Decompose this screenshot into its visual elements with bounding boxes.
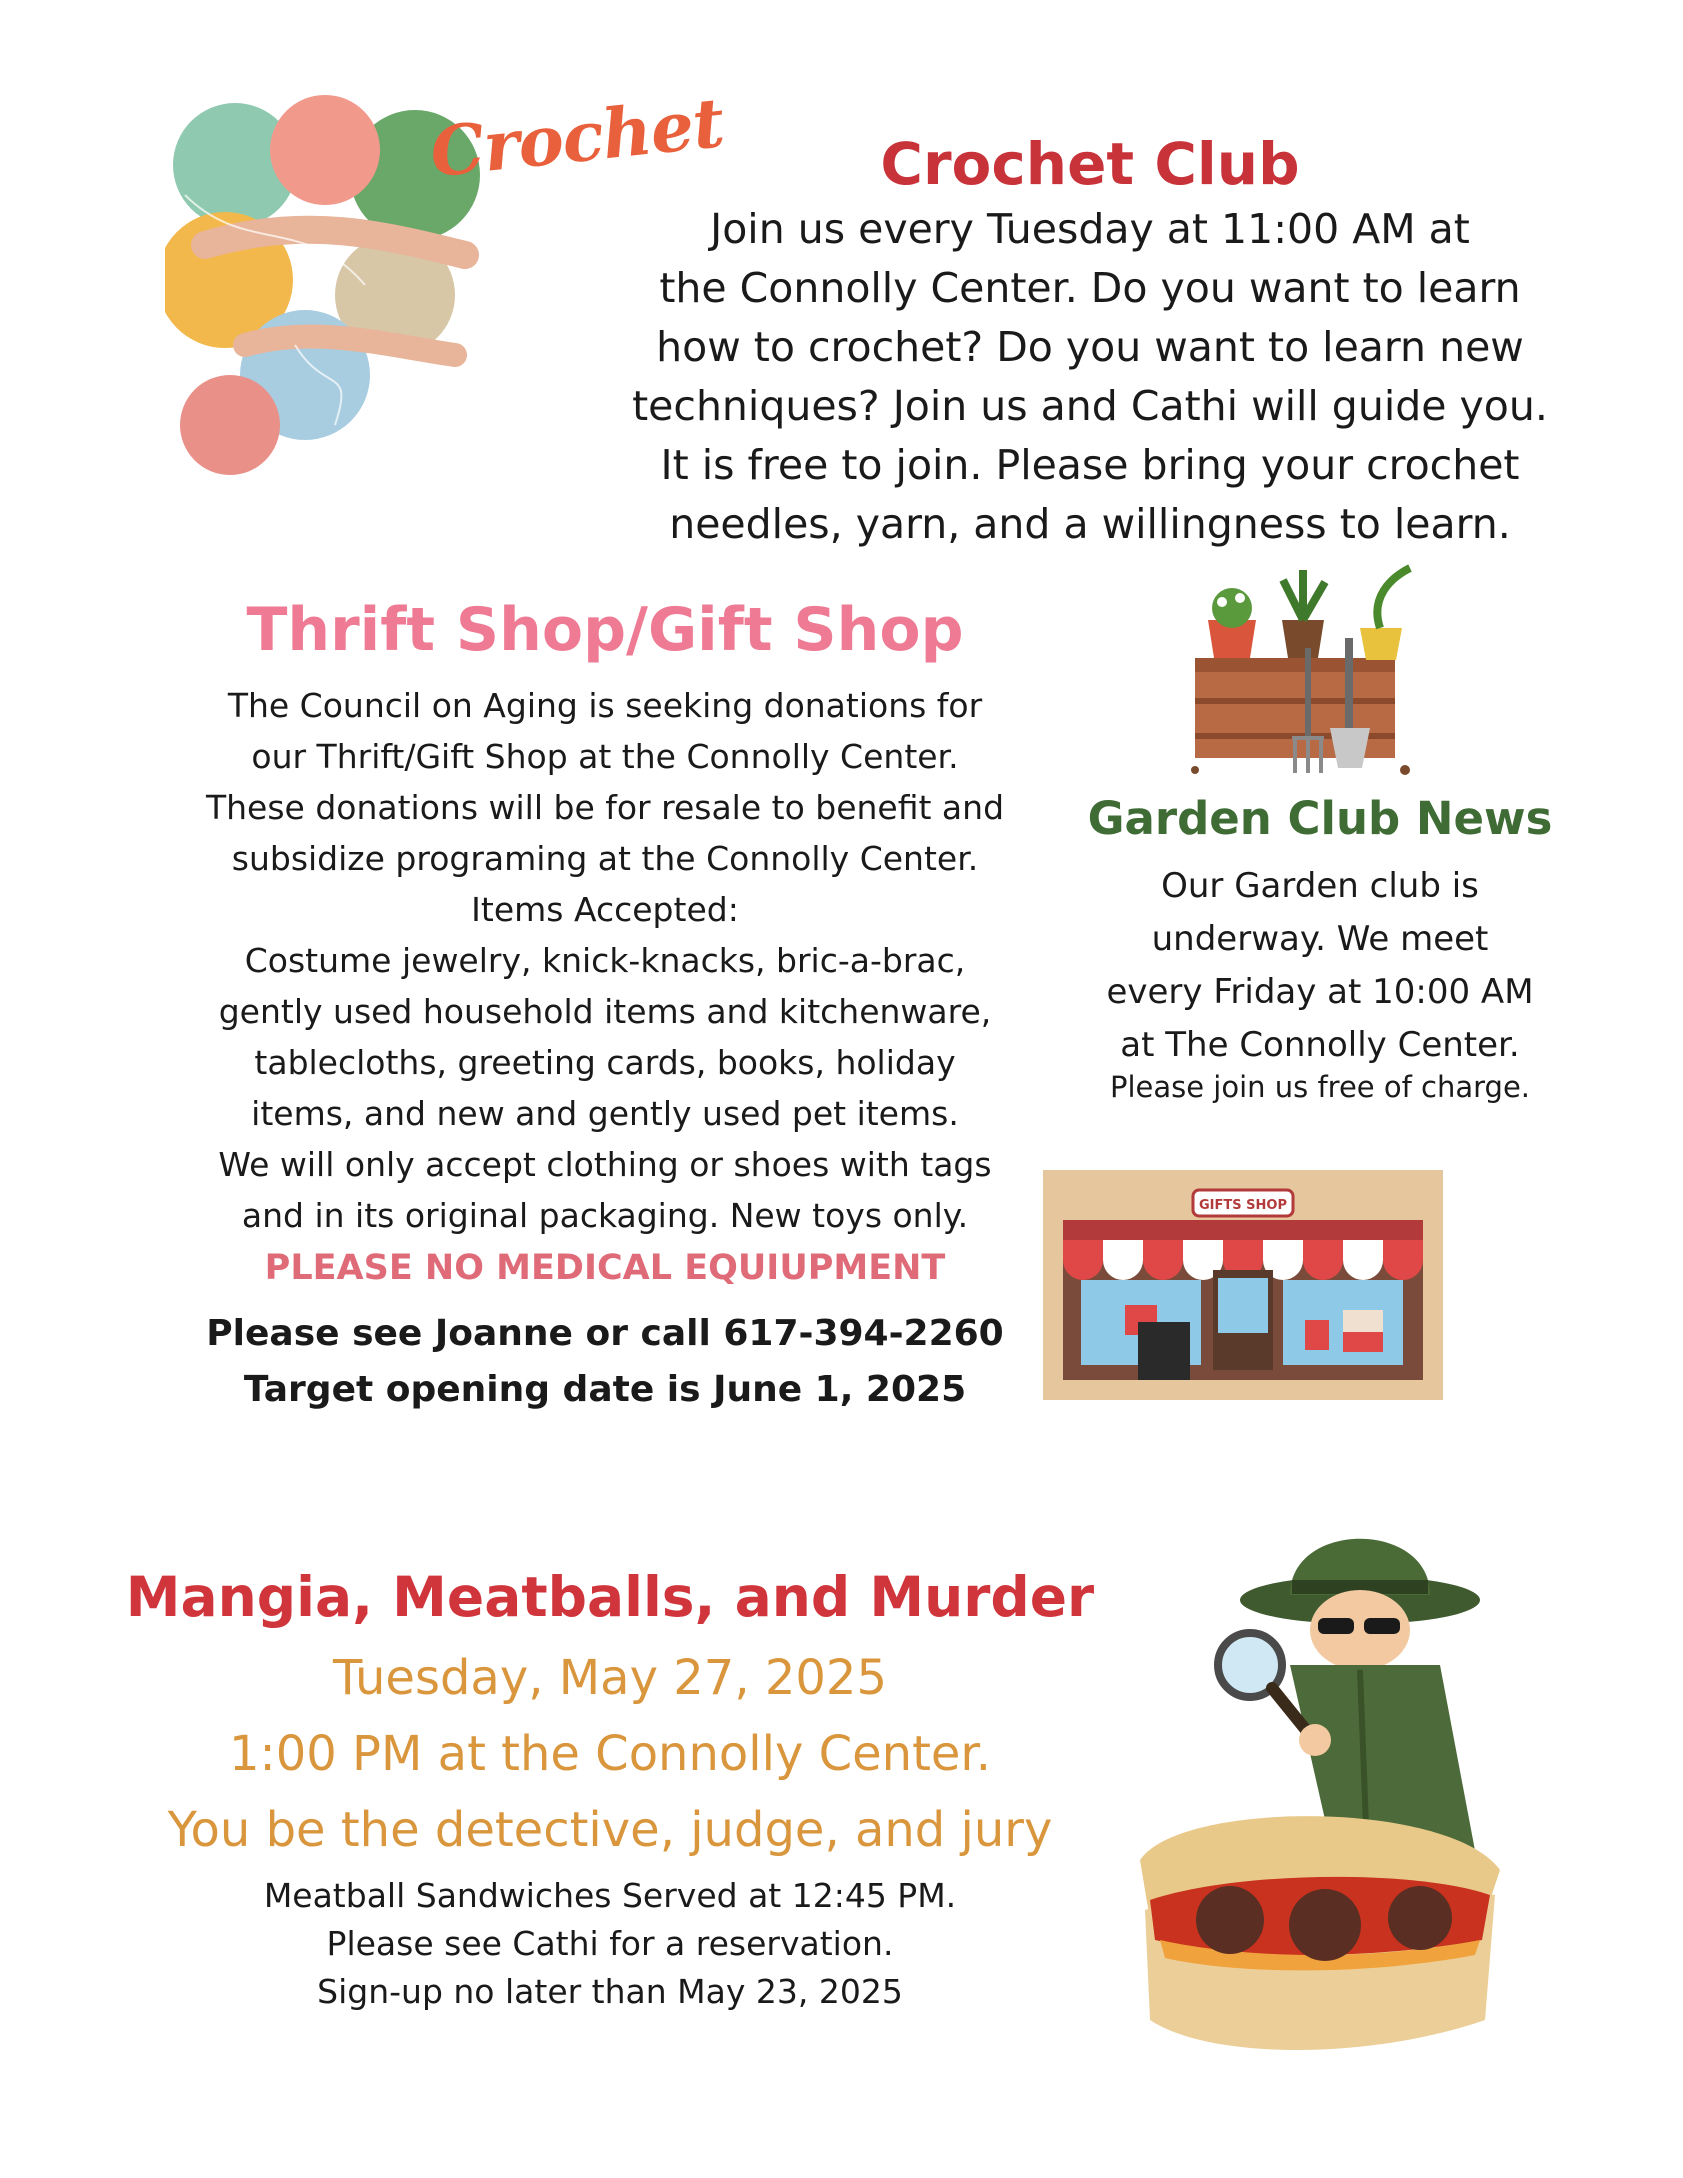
event-tagline: You be the detective, judge, and jury: [167, 1802, 1053, 1858]
thrift-shop-title: Thrift Shop/Gift Shop: [246, 595, 964, 665]
description-line: our Thrift/Gift Shop at the Connolly Center.: [251, 737, 959, 776]
description-line: Costume jewelry, knick-knacks, bric-a-brac,: [244, 941, 966, 980]
garden-club-title: Garden Club News: [1087, 792, 1553, 845]
description-line: Our Garden club is: [1161, 866, 1479, 906]
description-line: items, and new and gently used pet items.: [251, 1094, 959, 1133]
gift-shop-illustration: [1043, 1170, 1443, 1400]
garden-planter-illustration: [1180, 558, 1440, 783]
thrift-contact-info: [80, 1306, 1130, 1418]
description-line: techniques? Join us and Cathi will guide you.: [632, 382, 1548, 430]
no-medical-equipment-warning: PLEASE NO MEDICAL EQUIUPMENT: [264, 1248, 946, 1288]
crochet-logo-text: Crochet: [426, 83, 728, 194]
description-line: the Connolly Center. Do you want to learn: [659, 264, 1521, 312]
note-line: Meatball Sandwiches Served at 12:45 PM.: [263, 1876, 957, 1915]
description-line: and in its original packaging. New toys only.: [241, 1196, 969, 1235]
description-line: We will only accept clothing or shoes with tags: [218, 1145, 992, 1184]
description-line: The Council on Aging is seeking donations for: [227, 686, 983, 725]
crochet-club-title: Crochet Club: [880, 130, 1300, 198]
description-line: needles, yarn, and a willingness to learn.: [669, 500, 1511, 548]
yarn-ball: [180, 375, 280, 475]
note-line: Sign-up no later than May 23, 2025: [317, 1972, 903, 2011]
mangia-event-details: [40, 1640, 1180, 1868]
note-line: Please see Cathi for a reservation.: [326, 1924, 894, 1963]
description-line: every Friday at 10:00 AM: [1106, 972, 1534, 1012]
mangia-event-notes: [40, 1872, 1180, 2016]
event-time: 1:00 PM at the Connolly Center.: [228, 1726, 992, 1782]
description-line: gently used household items and kitchenware,: [218, 992, 992, 1031]
opening-date-line: Target opening date is June 1, 2025: [243, 1369, 967, 1410]
thrift-shop-description: [80, 680, 1130, 1241]
garden-club-description: [1060, 860, 1580, 1072]
yarn-ball: [270, 95, 380, 205]
description-line: Items Accepted:: [471, 890, 739, 929]
event-date: Tuesday, May 27, 2025: [332, 1650, 888, 1706]
detective-meatball-sandwich-illustration: [1120, 1500, 1580, 2065]
description-line: how to crochet? Do you want to learn new: [656, 323, 1524, 371]
mangia-event-title: Mangia, Meatballs, and Murder: [125, 1565, 1095, 1629]
garden-club-note: Please join us free of charge.: [1109, 1070, 1531, 1104]
description-line: These donations will be for resale to benefit and: [205, 788, 1005, 827]
description-line: tablecloths, greeting cards, books, holiday: [254, 1043, 956, 1082]
contact-line: Please see Joanne or call 617-394-2260: [206, 1313, 1004, 1354]
shop-sign-text: GIFTS SHOP: [1199, 1198, 1287, 1213]
description-line: underway. We meet: [1151, 919, 1489, 959]
description-line: at The Connolly Center.: [1120, 1025, 1520, 1065]
description-line: It is free to join. Please bring your crochet: [660, 441, 1520, 489]
crochet-club-description: [600, 200, 1580, 554]
description-line: subsidize programing at the Connolly Center.: [231, 839, 979, 878]
description-line: Join us every Tuesday at 11:00 AM at: [710, 205, 1470, 253]
